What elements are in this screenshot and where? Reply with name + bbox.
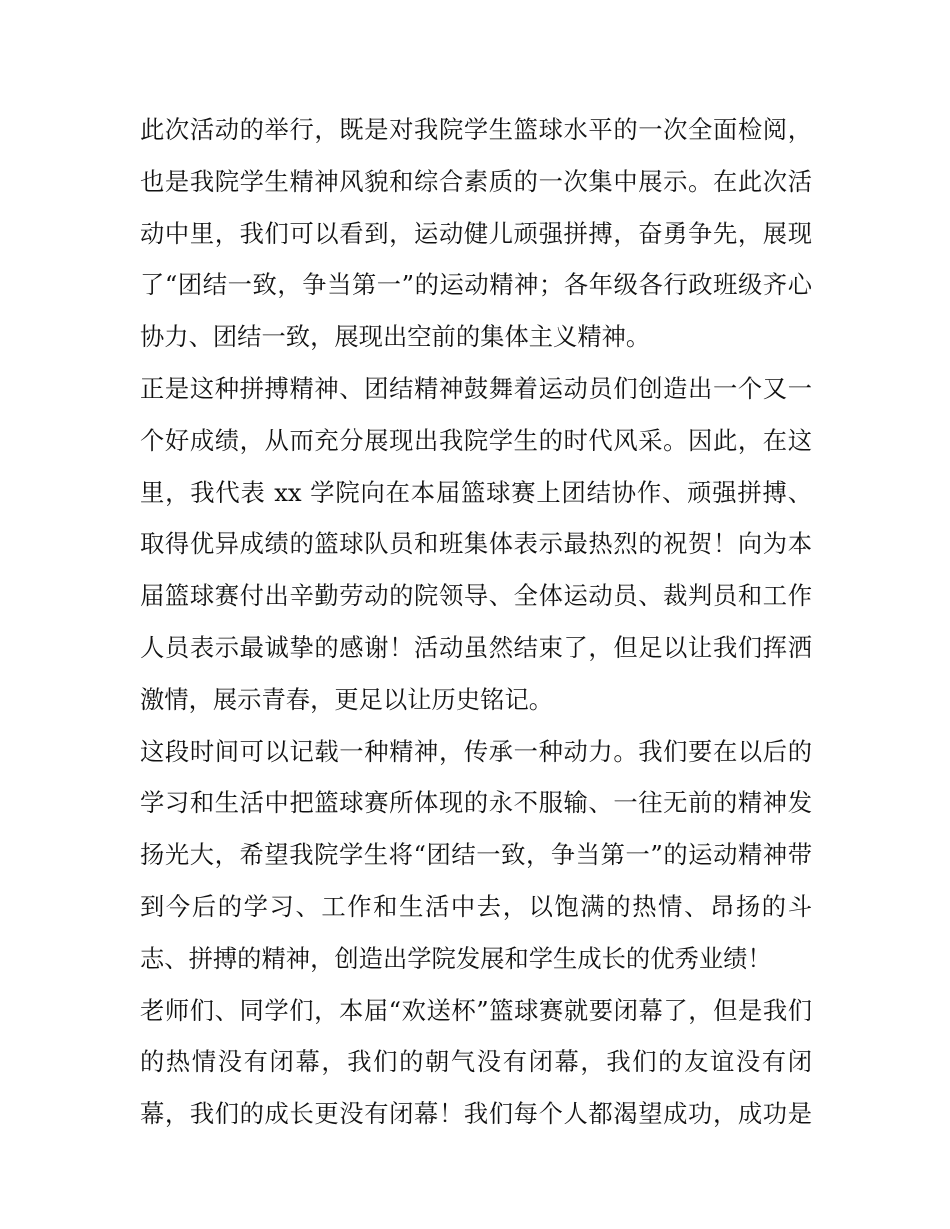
text-line: 个好成绩，从而充分展现出我院学生的时代风采。因此，在这: [140, 425, 812, 455]
text-line: 协力、团结一致，展现出空前的集体主义精神。: [140, 322, 651, 352]
text-line: 取得优异成绩的篮球队员和班集体表示最热烈的祝贺！向为本: [140, 529, 812, 559]
text-line: 这段时间可以记载一种精神，传承一种动力。我们要在以后的: [140, 736, 812, 766]
text-line: 人员表示最诚挚的感谢！活动虽然结束了，但足以让我们挥洒: [140, 632, 812, 662]
text-line: 的热情没有闭幕，我们的朝气没有闭幕，我们的友谊没有闭: [140, 1047, 812, 1077]
text-line: 学习和生活中把篮球赛所体现的永不服输、一往无前的精神发: [140, 788, 812, 818]
text-line: 届篮球赛付出辛勤劳动的院领导、全体运动员、裁判员和工作: [140, 581, 812, 611]
text-line: 志、拼搏的精神，创造出学院发展和学生成长的优秀业绩！: [140, 943, 772, 973]
text-line: 也是我院学生精神风貌和综合素质的一次集中展示。在此次活: [140, 166, 812, 196]
text-line: 扬光大，希望我院学生将“团结一致，争当第一”的运动精神带: [140, 840, 812, 870]
text-line: 此次活动的举行，既是对我院学生篮球水平的一次全面检阅，: [140, 115, 812, 144]
text-line: 动中里，我们可以看到，运动健儿顽强拼搏，奋勇争先，展现: [140, 218, 812, 248]
body-text: [140, 104, 812, 1140]
text-line: 里，我代表 xx 学院向在本届篮球赛上团结协作、顽强拼搏、: [140, 477, 812, 507]
text-line: 老师们、同学们，本届“欢送杯”篮球赛就要闭幕了，但是我们: [140, 995, 812, 1025]
text-line: 幕，我们的成长更没有闭幕！我们每个人都渴望成功，成功是: [140, 1099, 812, 1129]
text-line: 激情，展示青春，更足以让历史铭记。: [140, 684, 554, 714]
text-line: 到今后的学习、工作和生活中去，以饱满的热情、昂扬的斗: [140, 891, 812, 921]
text-line: 了“团结一致，争当第一”的运动精神；各年级各行政班级齐心: [140, 270, 812, 300]
text-line: 正是这种拼搏精神、团结精神鼓舞着运动员们创造出一个又一: [140, 373, 812, 403]
